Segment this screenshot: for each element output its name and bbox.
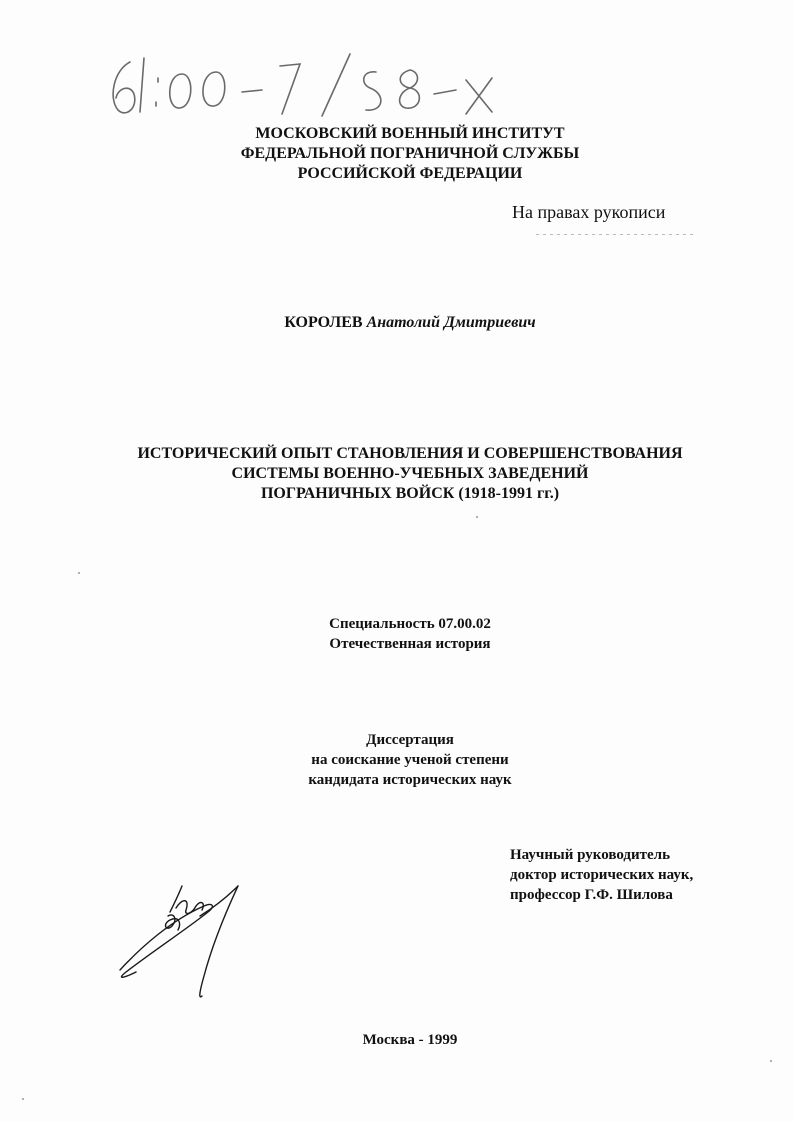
scientific-supervisor xyxy=(510,845,693,905)
author-name xyxy=(110,314,710,332)
city-and-year: Москва - 1999 xyxy=(362,1032,458,1048)
specialty xyxy=(110,614,710,654)
dissertation-title xyxy=(100,444,720,504)
title-line-3: ПОГРАНИЧНЫХ ВОЙСК (1918-1991 гг.) xyxy=(260,485,560,502)
author-signature xyxy=(112,876,262,1026)
title-line-1: ИСТОРИЧЕСКИЙ ОПЫТ СТАНОВЛЕНИЯ И СОВЕРШЕНСТВОВАНИЯ xyxy=(137,445,683,462)
author-surname: КОРОЛЕВ xyxy=(284,314,363,331)
institute-line-3: РОССИЙСКОЙ ФЕДЕРАЦИИ xyxy=(297,165,523,182)
specialty-name: Отечественная история xyxy=(329,636,491,652)
degree-line-1: Диссертация xyxy=(366,732,454,748)
institute-name xyxy=(110,124,710,184)
institute-line-1: МОСКОВСКИЙ ВОЕННЫЙ ИНСТИТУТ xyxy=(255,125,565,142)
scan-speck xyxy=(78,572,80,574)
specialty-code: Специальность 07.00.02 xyxy=(329,616,491,632)
supervisor-line-3: профессор Г.Ф. Шилова xyxy=(510,887,673,903)
manuscript-rights-note: На правах рукописи xyxy=(512,202,666,222)
signature-strokes xyxy=(112,876,262,1026)
supervisor-line-1: Научный руководитель xyxy=(510,847,670,863)
degree-line-2: на соискание ученой степени xyxy=(311,752,509,768)
degree-line-3: кандидата исторических наук xyxy=(308,772,512,788)
degree-statement xyxy=(110,730,710,790)
title-line-2: СИСТЕМЫ ВОЕННО-УЧЕБНЫХ ЗАВЕДЕНИЙ xyxy=(231,465,589,482)
handwritten-archive-code xyxy=(100,50,500,120)
supervisor-line-2: доктор исторических наук, xyxy=(510,867,694,883)
institute-line-2: ФЕДЕРАЛЬНОЙ ПОГРАНИЧНОЙ СЛУЖБЫ xyxy=(240,145,580,162)
author-given-names: Анатолий Дмитриевич xyxy=(366,314,536,331)
scan-speck xyxy=(476,516,478,518)
scan-speck xyxy=(22,1098,24,1100)
scan-speck xyxy=(770,1060,772,1062)
rights-underline xyxy=(536,234,696,235)
